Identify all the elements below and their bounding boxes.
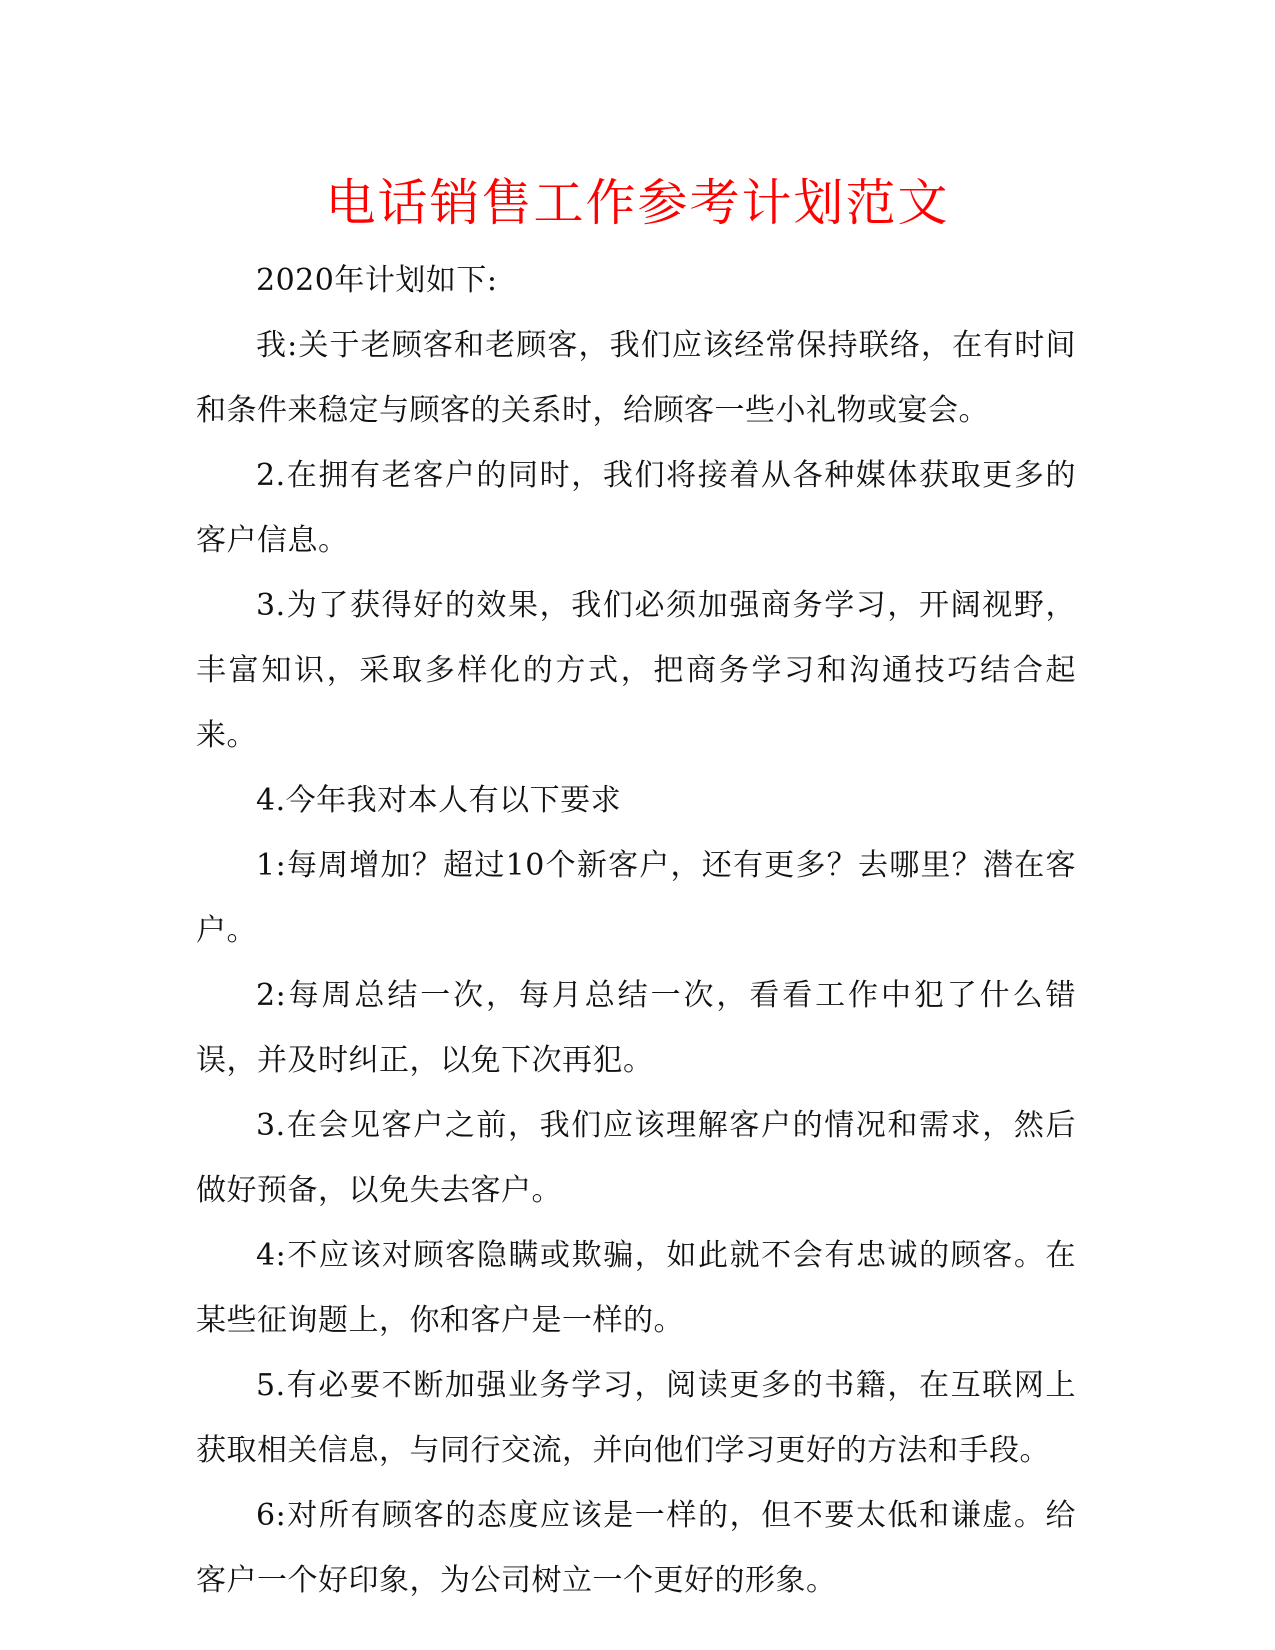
paragraph-media-info: 2.在拥有老客户的同时，我们将接着从各种媒体获取更多的客户信息。 (196, 458, 1076, 558)
paragraph-req-honesty: 4:不应该对顾客隐瞒或欺骗，如此就不会有忠诚的顾客。在某些征询题上，你和客户是一样的。 (196, 1238, 1076, 1338)
paragraph-req-new-customers: 1:每周增加？超过10个新客户，还有更多？去哪里？潜在客户。 (196, 848, 1076, 948)
document-title: 电话销售工作参考计划范文 (325, 174, 950, 232)
paragraph-business-study: 3.为了获得好的效果，我们必须加强商务学习，开阔视野，丰富知识，采取多样化的方式，把商务学习和沟通技巧结合起来。 (196, 588, 1076, 753)
paragraph-plan-intro: 2020年计划如下: (256, 263, 498, 298)
paragraph-req-preparation: 3.在会见客户之前，我们应该理解客户的情况和需求，然后做好预备，以免失去客户。 (196, 1108, 1076, 1208)
document-body (196, 248, 1076, 1613)
paragraph-req-attitude: 6:对所有顾客的态度应该是一样的，但不要太低和谦虚。给客户一个好印象，为公司树立一个更好的形象。 (196, 1498, 1076, 1598)
paragraph-req-learning: 5.有必要不断加强业务学习，阅读更多的书籍，在互联网上获取相关信息，与同行交流，并向他们学习更好的方法和手段。 (196, 1368, 1076, 1468)
paragraph-requirements-heading: 4.今年我对本人有以下要求 (256, 783, 622, 818)
paragraph-req-summary: 2:每周总结一次，每月总结一次，看看工作中犯了什么错误，并及时纠正，以免下次再犯。 (196, 978, 1076, 1078)
paragraph-old-customers: 我:关于老顾客和老顾客，我们应该经常保持联络，在有时间和条件来稳定与顾客的关系时，给顾客一些小礼物或宴会。 (196, 328, 1076, 428)
